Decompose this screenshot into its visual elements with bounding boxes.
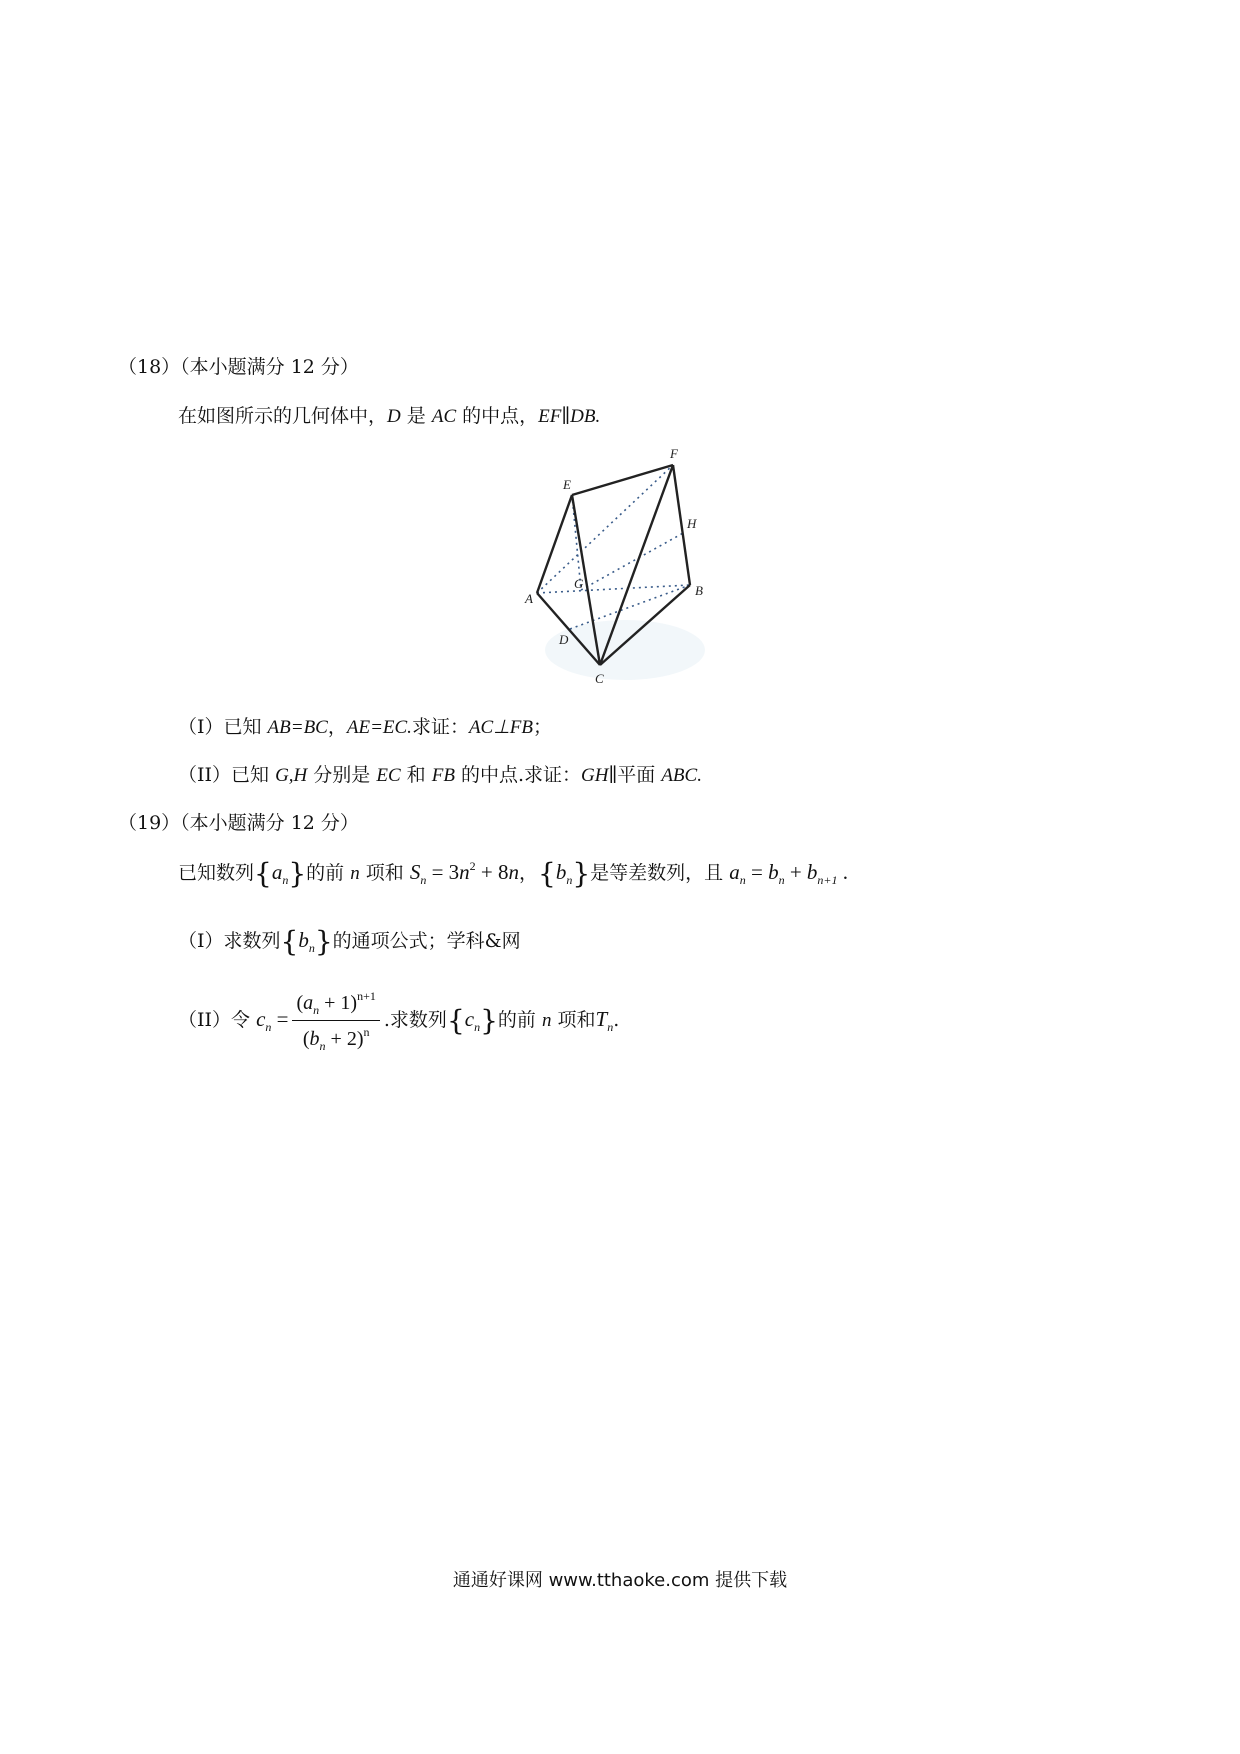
q18-part1: （I）已知 AB=BC，AE=EC.求证：AC⊥FB； — [178, 716, 553, 738]
q19-stem: 已知数列$\{a_n\}$的前 n 项和 $S_n = 3n^2 + 8n$，$\{b_n\}$是等差数列，且 $a_n = b_n + b_{n+1}$ . — [178, 857, 849, 890]
seq-c: $\{c_n\}$ — [446, 1004, 498, 1037]
formula-cn: $c_n$ = — [256, 1007, 289, 1034]
fraction-cn: $\frac{(a_n + 1)^{n+1}}{(b_n + 2)^n}$ — [292, 990, 379, 1052]
seq-a: $\{a_n\}$ — [254, 857, 307, 890]
q19-part2: （II）令 $c_n$ = $\frac{(a_n + 1)^{n+1}}{(b_n + 2)^n}$ .求数列$\{c_n\}$的前 n 项和$T_n$. — [178, 989, 620, 1053]
seq-b-2: $\{b_n\}$ — [280, 925, 333, 958]
seq-b: $\{b_n\}$ — [538, 857, 591, 890]
formula-an: $a_n = b_n + b_{n+1}$ . — [729, 860, 849, 887]
label-B: B — [695, 583, 703, 598]
q18-header: （18）（本小题满分 12 分） — [118, 356, 359, 378]
geometry-figure — [515, 445, 730, 695]
q18-part2: （II）已知 G,H 分别是 EC 和 FB 的中点.求证：GH∥平面 ABC. — [178, 764, 702, 786]
formula-Sn: $S_n = 3n^2 + 8n$ — [409, 859, 519, 887]
label-G: G — [574, 576, 584, 591]
q18-stem: 在如图所示的几何体中，D 是 AC 的中点，EF∥DB. — [178, 405, 601, 427]
q19-part1: （I）求数列$\{b_n\}$的通项公式；学科&网 — [178, 925, 521, 958]
footer-text: 通通好课网 www.tthaoke.com 提供下载 — [452, 1570, 788, 1591]
q19-header: （19）（本小题满分 12 分） — [118, 812, 359, 834]
formula-Tn: $T_n$ — [595, 1007, 614, 1034]
label-A: A — [525, 591, 533, 606]
label-C: C — [595, 671, 604, 686]
label-D: D — [559, 632, 569, 647]
label-F: F — [670, 446, 678, 461]
label-H: H — [687, 516, 697, 531]
label-E: E — [563, 477, 571, 492]
